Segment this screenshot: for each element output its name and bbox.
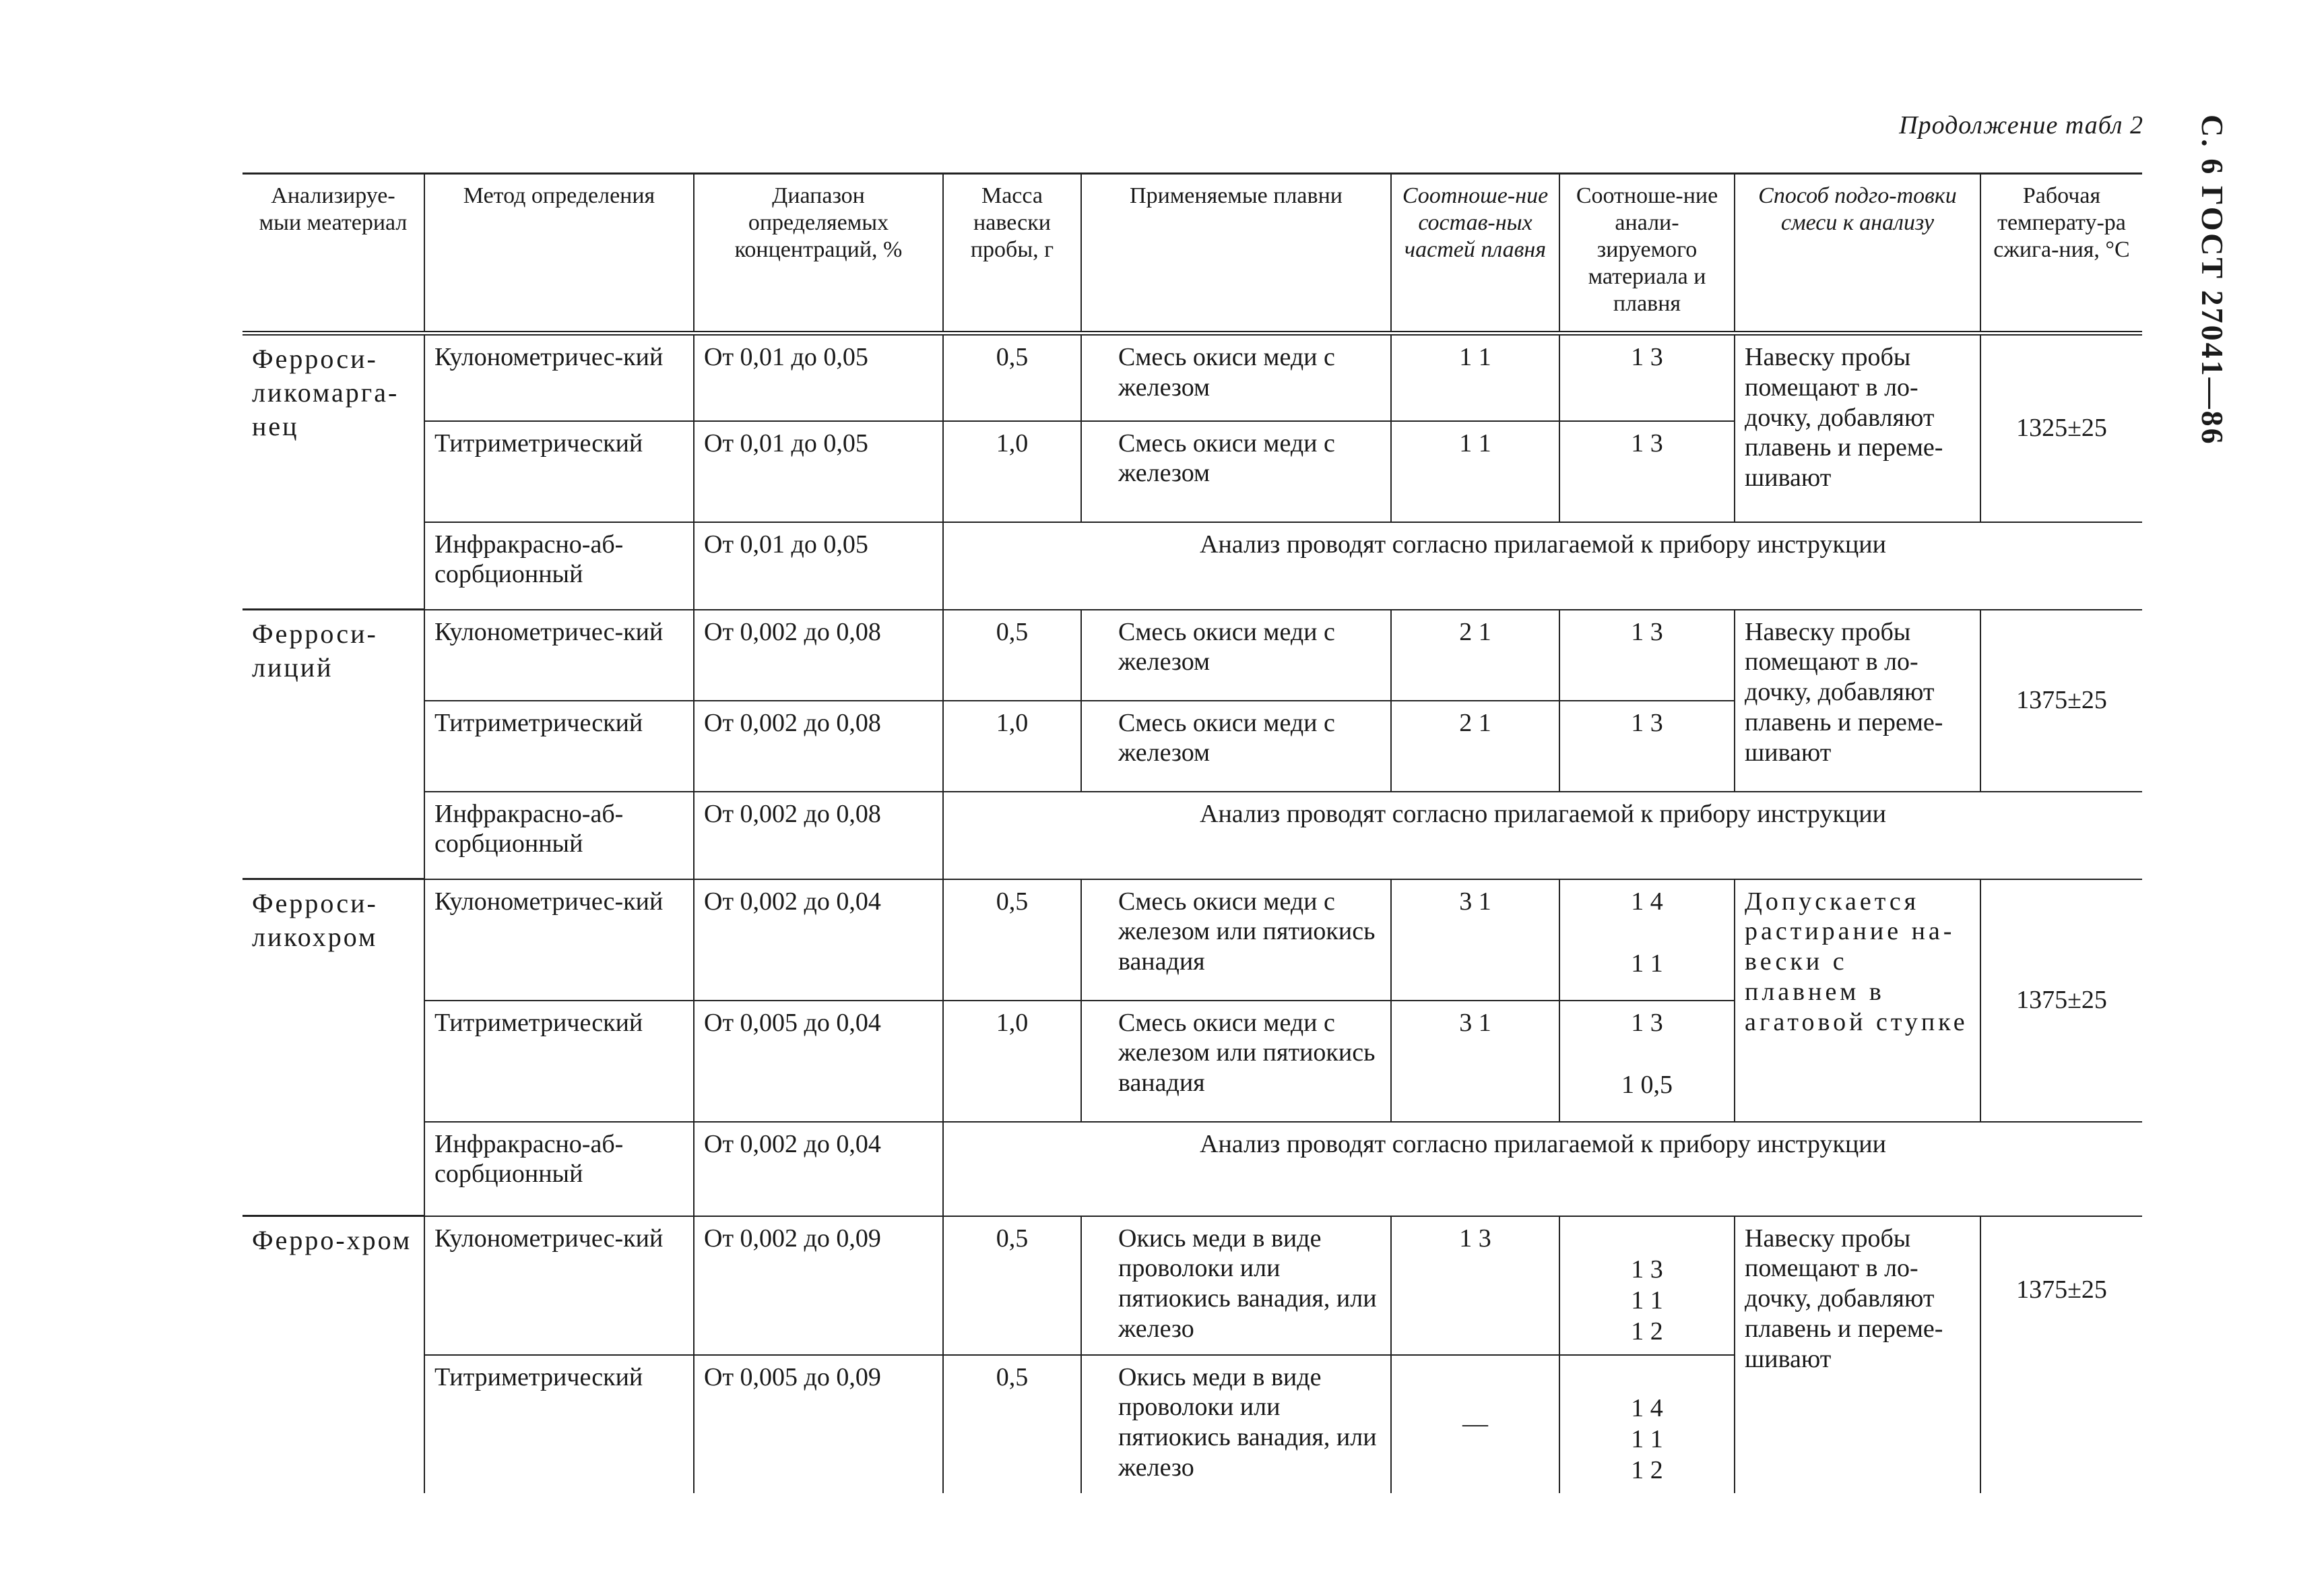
ratio-value: 1 3 — [1631, 1255, 1663, 1284]
ratio-value — [1570, 1362, 1724, 1393]
flux-cell — [1081, 879, 1391, 1001]
ratio-value: 1 1 — [1631, 1424, 1663, 1453]
preparation-cell — [1735, 879, 1980, 1122]
material-cell: Ферроси-ликомарга-нец — [252, 344, 399, 441]
flux-ratio-cell: 1 3 — [1391, 1216, 1559, 1355]
ir-note-cell: Анализ проводят согласно прилагаемой к прибору инструкции — [943, 792, 2142, 879]
temperature-cell: 1325±25 — [1980, 334, 2142, 522]
temperature-cell: 1375±25 — [1980, 1216, 2142, 1493]
temperature-cell: 1375±25 — [1980, 610, 2142, 792]
ratio-value: 1 1 — [1631, 1286, 1663, 1315]
col-material: Анализируе-мыи меатериал — [243, 174, 424, 334]
mass-cell: 0,5 — [943, 1216, 1081, 1355]
method-cell: Инфракрасно-аб-сорбционный — [424, 1122, 694, 1216]
col-preparation: Способ подго-товки смеси к анализу — [1735, 174, 1980, 334]
method-cell: Инфракрасно-аб-сорбционный — [424, 522, 694, 610]
preparation-cell: Навеску пробы помещают в ло-дочку, добавляют плавень и переме-шивают — [1735, 1216, 1980, 1493]
flux-cell — [1081, 1355, 1391, 1493]
flux-ratio-cell: 1 1 — [1391, 334, 1559, 421]
ratio-cell — [1559, 1355, 1735, 1493]
material-cell: Ферроси-ликохром — [243, 879, 424, 1216]
range-cell: От 0,002 до 0,08 — [694, 610, 943, 701]
flux-cell — [1081, 1216, 1391, 1355]
range-cell: От 0,005 до 0,04 — [694, 1001, 943, 1122]
ratio-cell: 1 3 — [1559, 701, 1735, 792]
col-range: Диапазон определяемых концентраций, % — [694, 174, 943, 334]
page-label: С. 6 ГОСТ 27041—86 — [2195, 115, 2230, 446]
ratio-value — [1570, 1039, 1724, 1070]
range-cell: От 0,005 до 0,09 — [694, 1355, 943, 1493]
flux-text: Окись меди в виде проволоки или пятиокись ванадия, или железо — [1118, 1224, 1377, 1343]
method-cell: Титриметрический — [424, 701, 694, 792]
temperature-cell: 1375±25 — [1980, 879, 2142, 1122]
flux-text: Смесь окиси меди с железом — [1118, 429, 1335, 488]
flux-cell — [1081, 421, 1391, 522]
range-cell: От 0,002 до 0,04 — [694, 879, 943, 1001]
ratio-cell: 1 3 — [1559, 334, 1735, 421]
col-method: Метод определения — [424, 174, 694, 334]
header-row — [243, 174, 2142, 334]
ratio-cell: 1 3 — [1559, 610, 1735, 701]
mass-cell: 0,5 — [943, 1355, 1081, 1493]
flux-text: Смесь окиси меди с железом или пятиокись ванадия — [1118, 1008, 1376, 1098]
range-cell: От 0,002 до 0,08 — [694, 792, 943, 879]
flux-text: Смесь окиси меди с железом — [1118, 617, 1335, 676]
method-cell: Кулонометричес-кий — [424, 334, 694, 421]
table-row — [243, 610, 2142, 701]
table-row — [243, 792, 2142, 879]
flux-ratio-cell: 3 1 — [1391, 879, 1559, 1001]
preparation-text: Допускается растирание на-вески с плавнем в агатовой ступке — [1745, 887, 1968, 1036]
range-cell: От 0,01 до 0,05 — [694, 334, 943, 421]
mass-cell: 0,5 — [943, 610, 1081, 701]
mass-cell: 1,0 — [943, 701, 1081, 792]
flux-cell — [1081, 1001, 1391, 1122]
method-cell: Инфракрасно-аб-сорбционный — [424, 792, 694, 879]
ratio-value: 1 4 — [1631, 887, 1663, 916]
table-row — [243, 1122, 2142, 1216]
ir-note-cell: Анализ проводят согласно прилагаемой к прибору инструкции — [943, 1122, 2142, 1216]
method-cell: Кулонометричес-кий — [424, 1216, 694, 1355]
method-cell: Титриметрический — [424, 421, 694, 522]
flux-cell — [1081, 610, 1391, 701]
col-ratio: Соотноше-ние анали-зируемого материала и плавня — [1559, 174, 1735, 334]
ratio-cell — [1559, 1216, 1735, 1355]
material-cell: Ферро-хром — [243, 1216, 424, 1493]
ratio-value: 1 1 — [1631, 949, 1663, 978]
mass-cell: 0,5 — [943, 334, 1081, 421]
method-cell: Кулонометричес-кий — [424, 879, 694, 1001]
table-row — [243, 879, 2142, 1001]
col-temperature: Рабочая температу-ра сжига-ния, °С — [1980, 174, 2142, 334]
material-cell: Ферроси-лиций — [243, 610, 424, 879]
continuation-caption: Продолжение табл 2 — [1899, 111, 2143, 139]
mass-cell: 1,0 — [943, 1001, 1081, 1122]
preparation-cell: Навеску пробы помещают в ло-дочку, добавляют плавень и переме-шивают — [1735, 334, 1980, 522]
flux-text: Смесь окиси меди с железом — [1118, 708, 1335, 767]
ir-note-cell: Анализ проводят согласно прилагаемой к прибору инструкции — [943, 522, 2142, 610]
analysis-table — [243, 172, 2142, 1493]
method-cell: Титриметрический — [424, 1355, 694, 1493]
range-cell: От 0,002 до 0,04 — [694, 1122, 943, 1216]
ratio-value: 1 2 — [1631, 1455, 1663, 1484]
method-cell: Титриметрический — [424, 1001, 694, 1122]
ratio-value — [1570, 918, 1724, 949]
range-cell: От 0,002 до 0,09 — [694, 1216, 943, 1355]
flux-ratio-cell: 3 1 — [1391, 1001, 1559, 1122]
range-cell: От 0,01 до 0,05 — [694, 421, 943, 522]
table-row — [243, 1216, 2142, 1355]
flux-ratio-cell: 2 1 — [1391, 701, 1559, 792]
ratio-value: 1 3 — [1631, 1008, 1663, 1037]
flux-ratio-cell: 2 1 — [1391, 610, 1559, 701]
mass-cell: 0,5 — [943, 879, 1081, 1001]
ratio-cell: 1 3 — [1559, 421, 1735, 522]
range-cell: От 0,002 до 0,08 — [694, 701, 943, 792]
flux-text: Смесь окиси меди с железом — [1118, 343, 1335, 402]
flux-text: Окись меди в виде проволоки или пятиокись ванадия, или железо — [1118, 1362, 1377, 1482]
flux-text: Смесь окиси меди с железом или пятиокись ванадия — [1118, 887, 1376, 976]
ratio-cell — [1559, 879, 1735, 1001]
range-cell: От 0,01 до 0,05 — [694, 522, 943, 610]
col-flux-ratio: Соотноше-ние состав-ных частей плавня — [1391, 174, 1559, 334]
ratio-value: 1 0,5 — [1621, 1070, 1673, 1099]
ratio-value — [1570, 1224, 1724, 1255]
flux-ratio-cell: — — [1391, 1355, 1559, 1493]
flux-cell — [1081, 334, 1391, 421]
flux-cell — [1081, 701, 1391, 792]
ratio-cell — [1559, 1001, 1735, 1122]
table-row — [243, 522, 2142, 610]
ratio-value: 1 2 — [1631, 1317, 1663, 1346]
flux-ratio-cell: 1 1 — [1391, 421, 1559, 522]
method-cell: Кулонометричес-кий — [424, 610, 694, 701]
col-mass: Масса навески пробы, г — [943, 174, 1081, 334]
ratio-value: 1 4 — [1631, 1393, 1663, 1422]
table-row — [243, 334, 2142, 421]
mass-cell: 1,0 — [943, 421, 1081, 522]
col-flux: Применяемые плавни — [1081, 174, 1391, 334]
preparation-cell: Навеску пробы помещают в ло-дочку, добавляют плавень и переме-шивают — [1735, 610, 1980, 792]
